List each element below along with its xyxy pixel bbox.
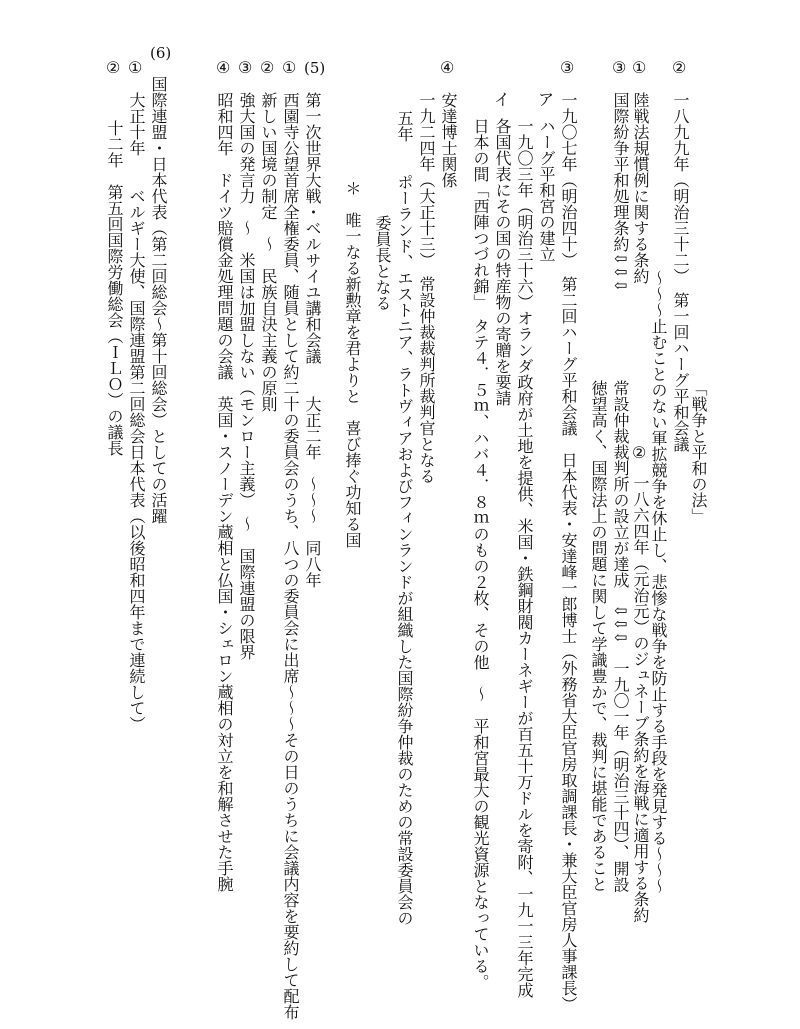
marker-1c: ① bbox=[128, 58, 143, 77]
marker-3c: ③ bbox=[238, 58, 253, 77]
line-showa4: 昭和四年 ドイツ賠償金処理問題の会議 英国・スノーデン蔵相と仏国・シェロン蔵相の対立を和解させた手腕 bbox=[215, 92, 234, 892]
marker-6: (6) bbox=[150, 44, 172, 62]
kana-a: ア bbox=[538, 90, 555, 109]
line-chairman: 委員長となる bbox=[373, 215, 392, 311]
kana-i: イ bbox=[494, 90, 511, 109]
line-geneva: 一八六四年（元治元）のジュネーブ条約を海戦に適用する条約 bbox=[631, 475, 650, 923]
line-court-est: 常設仲裁裁判所の設立が達成 ⇩⇩⇩ 一九〇一年（明治三十四）、開設 bbox=[611, 380, 630, 893]
line-peace-palace: ハーグ平和宮の建立 bbox=[537, 118, 556, 262]
line-arms-race: 〜〜〜止むことのない軍拡競争を休止し、悲惨な戦争を防止する手段を発見する〜〜〜 bbox=[649, 270, 668, 894]
line-poem: ＊ 唯一なる新勲章を君よりと 喜び捧ぐ功知る国 bbox=[343, 180, 362, 548]
line-adachi: 安達博士関係 bbox=[439, 92, 458, 188]
line-nishijin: 日本の間「西陣つづれ錦」 タテ４．５ｍ、ハバ４．８ｍのもの２枚、その他 〜 平和宮最大の観光資源となっている。 bbox=[471, 118, 490, 990]
marker-2: ② bbox=[672, 58, 687, 77]
line-taisho10: 大正十年 ベルギー大使、国際連盟第二回総会日本代表（以後昭和四年まで連続して） bbox=[127, 92, 146, 732]
marker-1: ① bbox=[632, 58, 647, 77]
marker-4b: ④ bbox=[216, 58, 231, 77]
line-gifts: 各国代表にその国の特産物の寄贈を要請 bbox=[493, 118, 512, 406]
marker-2b: ② bbox=[632, 443, 647, 462]
marker-2c: ② bbox=[260, 58, 275, 77]
marker-5: (5) bbox=[304, 59, 326, 77]
line-virtue: 徳望高く、国際法上の問題に関して学識豊かで、裁判に堪能であること bbox=[589, 380, 608, 892]
line-saionji: 西園寺公望首席全権委員、随員として約二十の委員会のうち、八つの委員会に出席〜〜〜その日のうちに会議内容を要約して配布 bbox=[281, 92, 300, 1020]
marker-1b: ① bbox=[282, 58, 297, 77]
line-land-war: 陸戦法規慣例に関する条約 bbox=[631, 92, 650, 284]
line-1903: 一九〇三年（明治三十六）オランダ政府が土地を提供、米国・鉄鋼財閥カーネギーが百五十万ドルを寄附、一九一三年完成 bbox=[515, 118, 534, 998]
line-borders: 新しい国境の制定 〜 民族自決主義の原則 bbox=[259, 92, 278, 412]
line-poland: 五年 ポーランド、エストニア、ラトヴィアおよびフィンランドが組織した国際紛争仲裁のための常設委員会の bbox=[395, 110, 414, 926]
line-ilo: 十二年 第五回国際労働総会（ＩＬＯ）の議長 bbox=[105, 120, 124, 456]
line-1907: 一九〇七年（明治四十） 第二回ハーグ平和会議 日本代表・安達峰一郎博士（外務省大臣官房取調課長・兼大臣官房人事課長） bbox=[559, 92, 578, 1012]
marker-3b: ③ bbox=[560, 58, 575, 77]
line-dispute-treaty: 国際紛争平和処理条約⇩⇩⇩ bbox=[611, 92, 630, 293]
line-1924: 一九二四年（大正十三） 常設仲裁裁判所裁判官となる bbox=[417, 92, 436, 484]
marker-4: ④ bbox=[440, 58, 455, 77]
line-1899: 一八九九年（明治三十二） 第一回ハーグ平和会議 bbox=[671, 92, 690, 452]
line-ww1: 第一次世界大戦・ベルサイユ講和会議 大正二年 〜〜〜 同八年 bbox=[303, 92, 322, 588]
line-powers: 強大国の発言力 〜 米国は加盟しない（モンロー主義） 〜 国際連盟の限界 bbox=[237, 92, 256, 660]
marker-3: ③ bbox=[612, 58, 627, 77]
marker-2d: ② bbox=[106, 58, 121, 77]
line-league: 国際連盟・日本代表（第二回総会〜第十回総会）としての活躍 bbox=[149, 76, 168, 524]
document-title: 「戦争と平和の法」 bbox=[689, 380, 708, 524]
